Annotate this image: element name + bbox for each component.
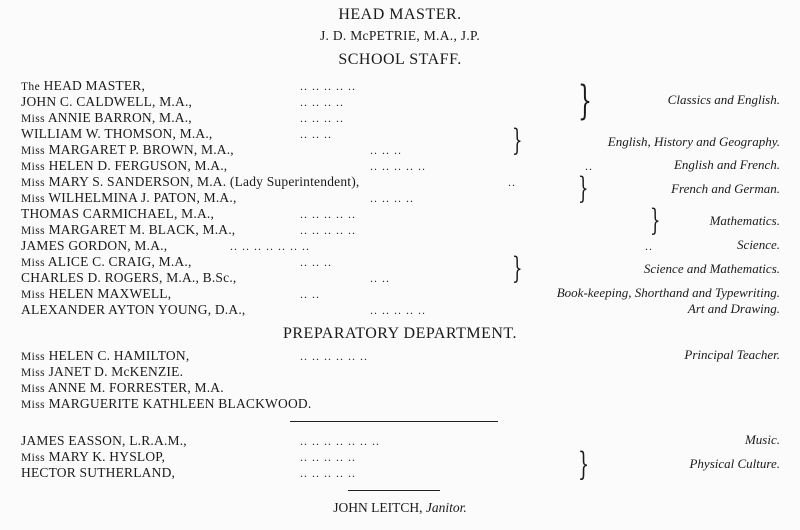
subject-label: English, History and Geography. (607, 134, 780, 149)
staff-row: Miss MARY S. SANDERSON, M.A. (Lady Superintendent), (21, 174, 360, 189)
dot-leader: .. (585, 159, 593, 173)
subject-label: Classics and English. (667, 92, 780, 107)
staff-row: Miss ANNIE BARRON, M.A., (21, 110, 192, 125)
dot-leader: .. .. .. .. (370, 191, 414, 205)
divider (348, 490, 440, 491)
dot-leader: .. .. .. .. .. (300, 207, 356, 221)
dot-leader: .. .. (370, 271, 390, 285)
staff-row: Miss MARGARET P. BROWN, M.A., (21, 142, 234, 157)
dot-leader: .. .. .. .. .. (300, 79, 356, 93)
dot-leader: .. .. .. .. .. (370, 159, 426, 173)
staff-row: Miss HELEN D. FERGUSON, M.A., (21, 158, 228, 173)
staff-row: THOMAS CARMICHAEL, M.A., (21, 206, 215, 221)
dot-leader: .. .. .. .. (300, 95, 344, 109)
staff-row: The HEAD MASTER, (21, 78, 146, 93)
subject-label: French and German. (671, 181, 780, 196)
dot-leader: .. .. (300, 287, 320, 301)
brace-icon: } (578, 445, 590, 483)
prep-row: Miss HELEN C. HAMILTON, (21, 348, 190, 363)
dot-leader: .. (645, 239, 653, 253)
subject-label: Science and Mathematics. (643, 261, 780, 276)
staff-row: ALEXANDER AYTON YOUNG, D.A., (21, 302, 246, 317)
school-staff-heading: SCHOOL STAFF. (338, 51, 462, 68)
dot-leader: .. .. .. (300, 127, 332, 141)
staff-row: JOHN C. CALDWELL, M.A., (21, 94, 193, 109)
staff-row: Miss ALICE C. CRAIG, M.A., (21, 254, 192, 269)
subject-label: Music. (744, 432, 780, 447)
subject-label: Physical Culture. (689, 456, 780, 471)
dot-leader: .. .. .. .. .. .. (300, 349, 368, 363)
brace-icon: } (512, 251, 523, 286)
dot-leader: .. .. .. .. .. (300, 450, 356, 464)
staff-row: Miss HELEN MAXWELL, (21, 286, 172, 301)
dot-leader: .. .. .. .. .. (300, 223, 356, 237)
dot-leader: .. .. .. .. .. .. .. (300, 434, 380, 448)
dot-leader: .. .. .. (300, 255, 332, 269)
prep-row: Miss ANNE M. FORRESTER, M.A. (21, 380, 224, 395)
subject-label: Mathematics. (709, 213, 780, 228)
prep-row: Miss JANET D. McKENZIE. (21, 364, 184, 379)
brace-icon: } (512, 123, 523, 158)
dot-leader: .. .. .. (370, 143, 402, 157)
staff-row: WILLIAM W. THOMSON, M.A., (21, 126, 213, 141)
dot-leader: .. .. .. .. .. (370, 303, 426, 317)
subject-label: English and French. (673, 157, 780, 172)
janitor-line: JOHN LEITCH, Janitor. (333, 500, 467, 515)
staff-row: JAMES GORDON, M.A., (21, 238, 168, 253)
subject-label: Book-keeping, Shorthand and Typewriting. (556, 285, 780, 300)
other-row: Miss MARY K. HYSLOP, (21, 449, 166, 464)
staff-row: Miss WILHELMINA J. PATON, M.A., (21, 190, 237, 205)
subject-label: Art and Drawing. (687, 301, 780, 316)
dot-leader: .. .. .. .. .. (300, 466, 356, 480)
head-master-heading: HEAD MASTER. (338, 6, 462, 23)
dot-leader: .. .. .. .. (300, 111, 344, 125)
preparatory-heading: PREPARATORY DEPARTMENT. (282, 325, 517, 342)
brace-icon: } (650, 203, 661, 238)
brace-icon: } (578, 78, 592, 124)
brace-icon: } (578, 171, 589, 206)
other-row: HECTOR SUTHERLAND, (21, 465, 176, 480)
subject-label: Science. (737, 237, 780, 252)
prep-row: Miss MARGUERITE KATHLEEN BLACKWOOD. (21, 396, 312, 411)
staff-row: CHARLES D. ROGERS, M.A., B.Sc., (21, 270, 237, 285)
staff-row: Miss MARGARET M. BLACK, M.A., (21, 222, 236, 237)
dot-leader: .. .. .. .. .. .. .. (230, 239, 310, 253)
head-master-name: J. D. McPETRIE, M.A., J.P. (319, 28, 481, 43)
other-row: JAMES EASSON, L.R.A.M., (21, 433, 187, 448)
divider (290, 421, 498, 422)
subject-label: Principal Teacher. (684, 347, 780, 362)
dot-leader: .. (508, 175, 516, 189)
